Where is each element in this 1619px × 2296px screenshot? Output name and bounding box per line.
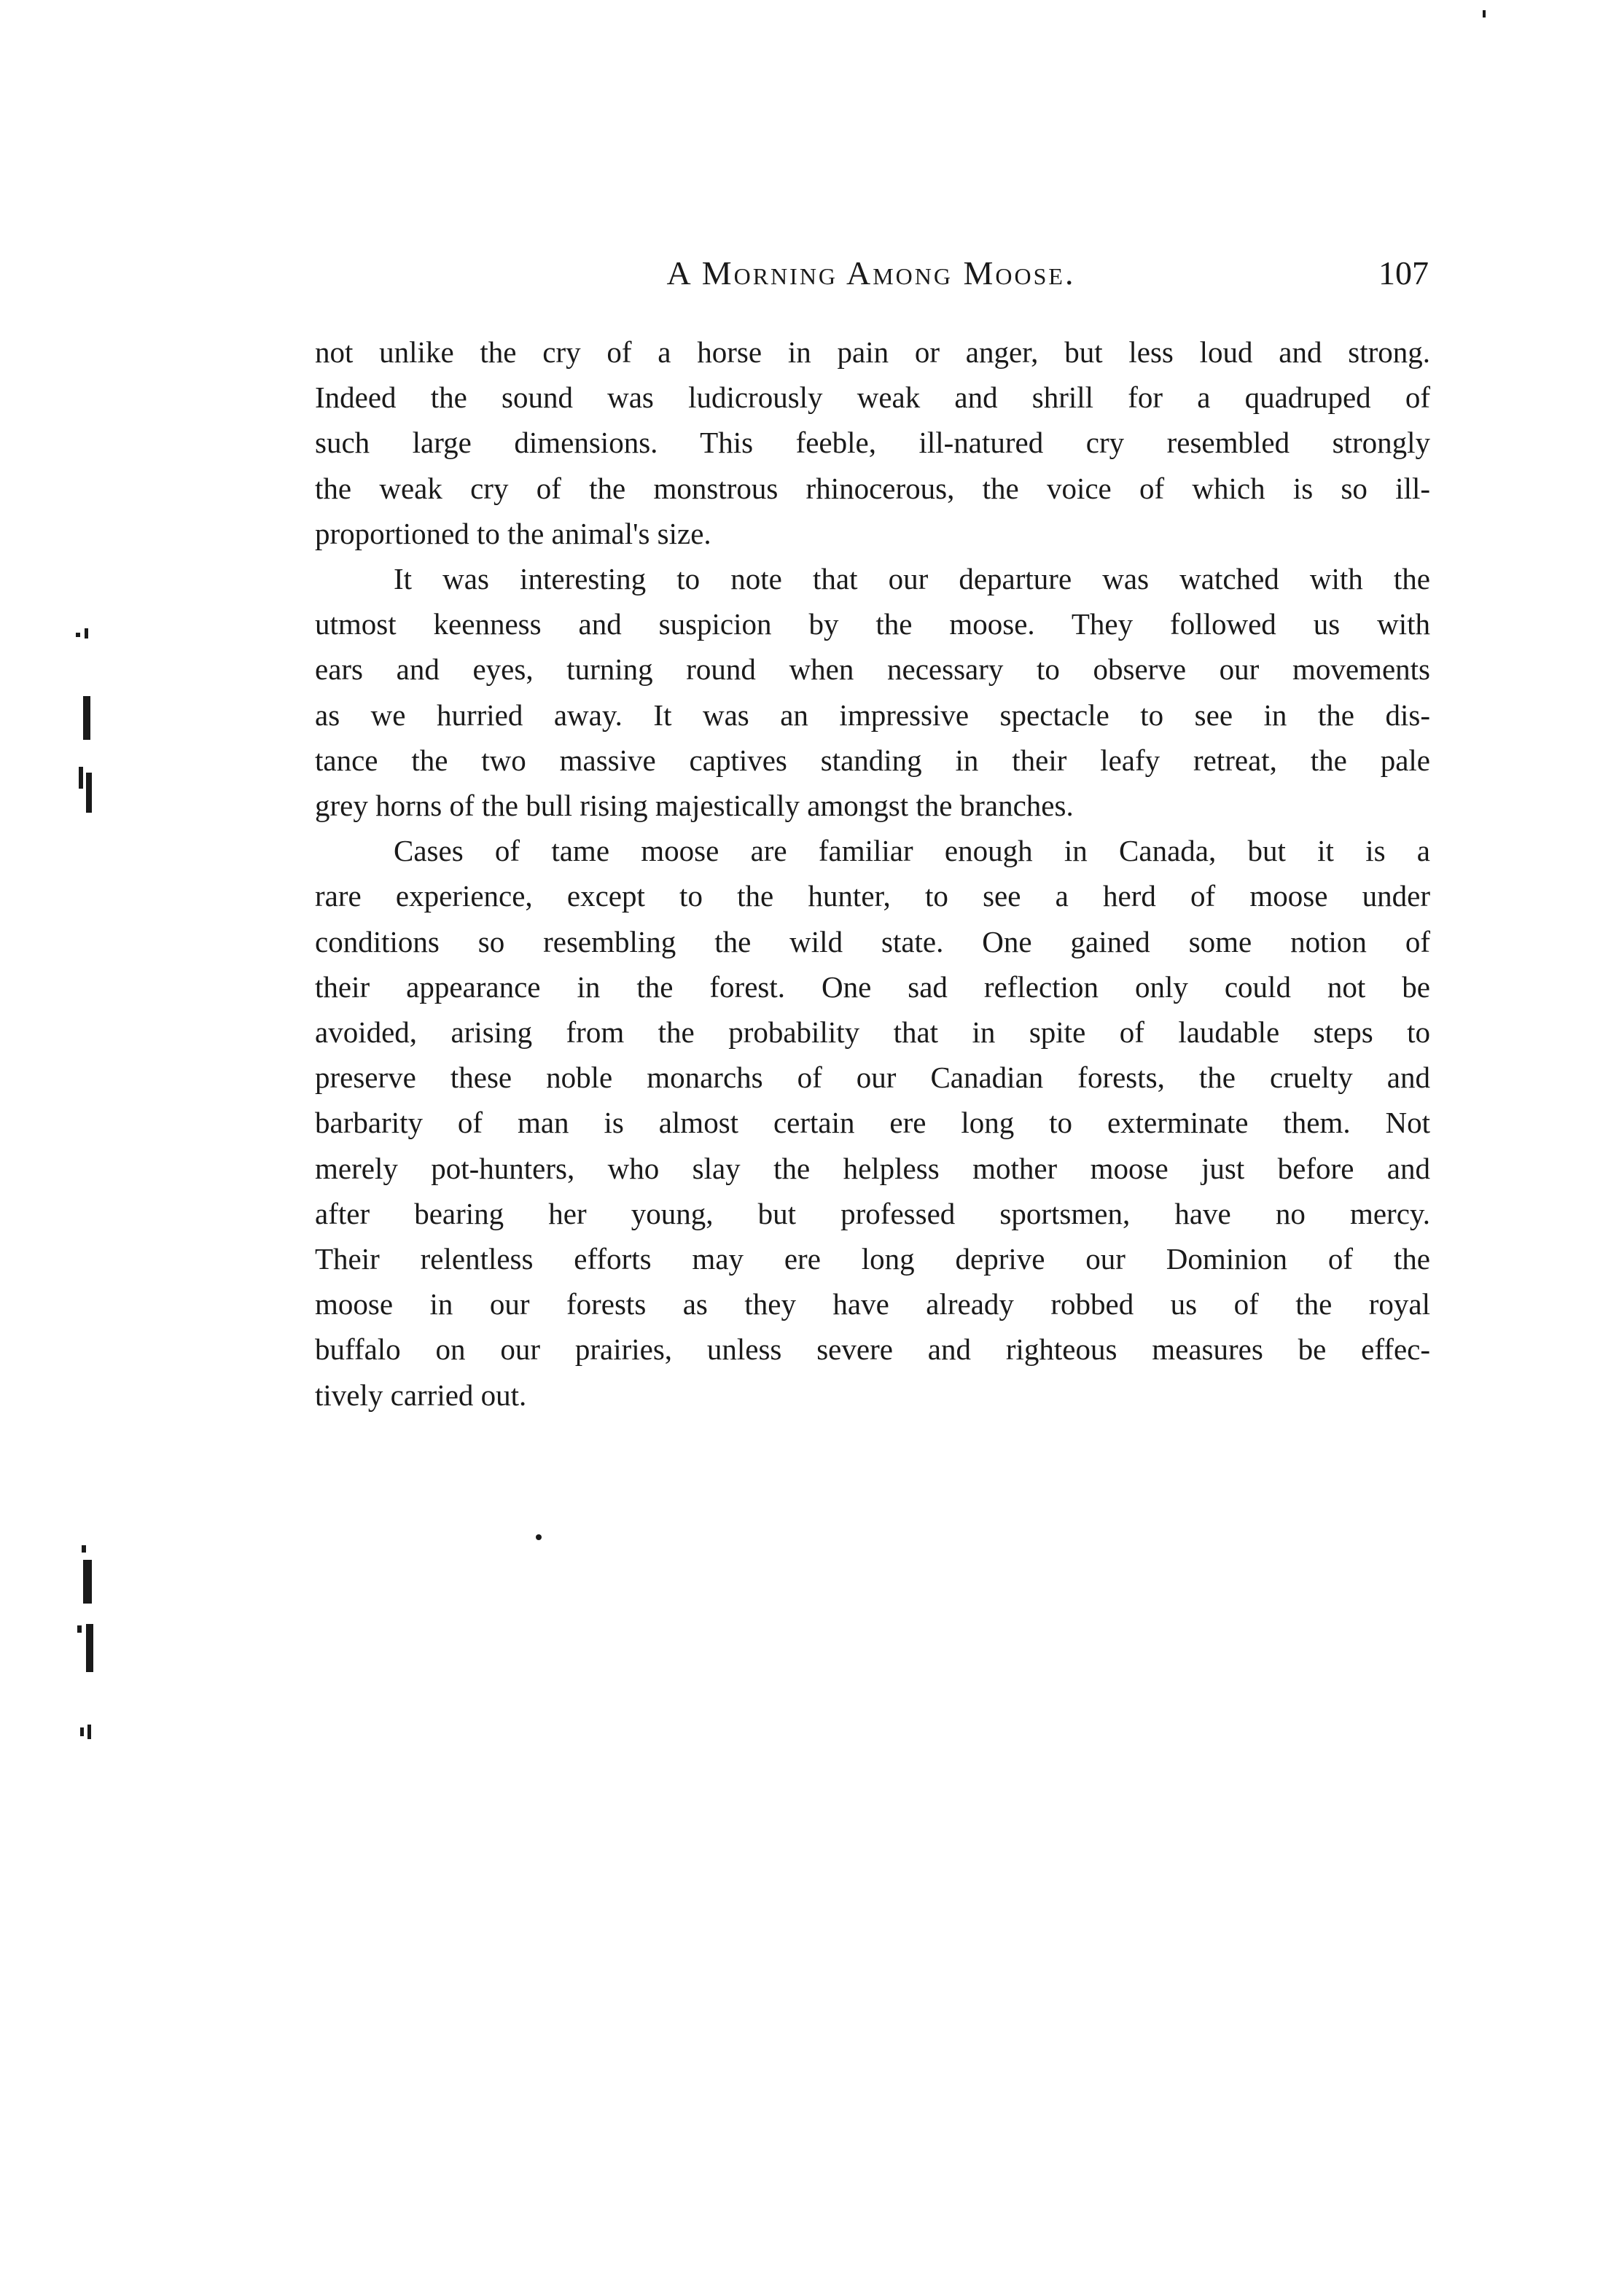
text-line: tance the two massive captives standing in their leafy retreat, the pale bbox=[315, 743, 1430, 777]
scan-artifact-dot bbox=[1483, 10, 1486, 17]
text-line: barbarity of man is almost certain ere long to exterminate them. Not bbox=[315, 1106, 1430, 1140]
text-line: the weak cry of the monstrous rhinocerous, the voice of which is so ill- bbox=[315, 471, 1430, 505]
text-line: preserve these noble monarchs of our Canadian forests, the cruelty and bbox=[315, 1061, 1430, 1095]
text-line: moose in our forests as they have already robbed us of the royal bbox=[315, 1287, 1430, 1321]
text-line: as we hurried away. It was an impressive spectacle to see in the dis- bbox=[315, 698, 1430, 732]
text-line: Their relentless efforts may ere long deprive our Dominion of the bbox=[315, 1242, 1430, 1276]
text-line: grey horns of the bull rising majestically amongst the branches. bbox=[315, 789, 1074, 823]
text-line: not unlike the cry of a horse in pain or anger, but less loud and strong. bbox=[315, 335, 1430, 369]
text-line: It was interesting to note that our departure was watched with the bbox=[394, 562, 1430, 596]
paragraph-2 bbox=[315, 556, 1430, 828]
text-line: buffalo on our prairies, unless severe and righteous measures be effec- bbox=[315, 1332, 1430, 1367]
paragraph-3 bbox=[315, 828, 1430, 1418]
text-line: utmost keenness and suspicion by the moose. They followed us with bbox=[315, 607, 1430, 641]
running-head bbox=[313, 254, 1429, 305]
text-line: Indeed the sound was ludicrously weak and shrill for a quadruped of bbox=[315, 380, 1430, 415]
scan-artifact-upper bbox=[73, 627, 102, 816]
scan-artifact-lower bbox=[73, 1545, 106, 1749]
text-line: proportioned to the animal's size. bbox=[315, 516, 711, 550]
scan-artifact-dot bbox=[536, 1534, 542, 1540]
text-line: their appearance in the forest. One sad reflection only could not be bbox=[315, 969, 1430, 1004]
text-line: Cases of tame moose are familiar enough in Canada, but it is a bbox=[394, 834, 1430, 868]
running-title: A Morning Among Moose. bbox=[666, 254, 1076, 292]
text-line: ears and eyes, turning round when necessary to observe our movements bbox=[315, 652, 1430, 687]
body-text bbox=[315, 329, 1430, 1418]
paragraph-1 bbox=[315, 329, 1430, 556]
text-line: merely pot-hunters, who slay the helpless mother moose just before and bbox=[315, 1151, 1430, 1185]
text-line: such large dimensions. This feeble, ill-natured cry resembled strongly bbox=[315, 426, 1430, 460]
text-line: after bearing her young, but professed sportsmen, have no mercy. bbox=[315, 1196, 1430, 1230]
page-number: 107 bbox=[1378, 254, 1429, 292]
text-line: rare experience, except to the hunter, to see a herd of moose under bbox=[315, 879, 1430, 913]
text-line: conditions so resembling the wild state. One gained some notion of bbox=[315, 924, 1430, 958]
text-line: tively carried out. bbox=[315, 1378, 527, 1412]
text-line: avoided, arising from the probability that in spite of laudable steps to bbox=[315, 1015, 1430, 1050]
